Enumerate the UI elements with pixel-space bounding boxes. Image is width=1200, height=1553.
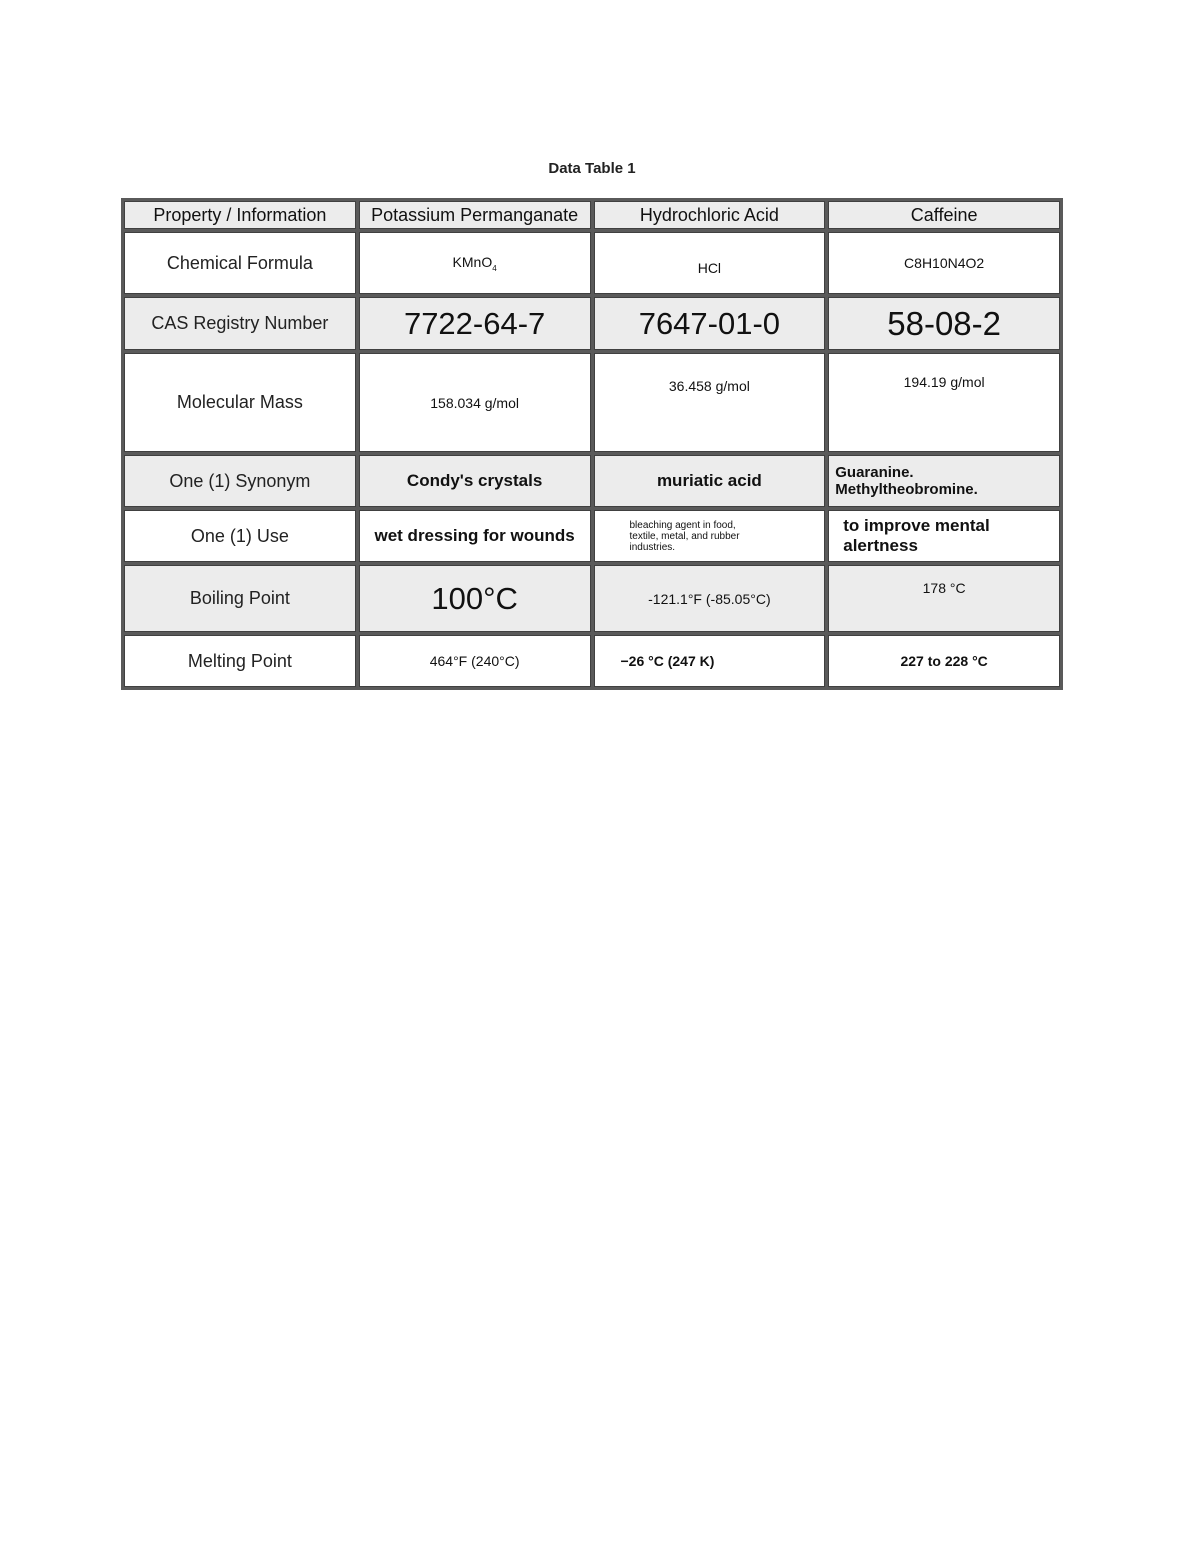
cell-kmno4-boiling: 100°C bbox=[359, 565, 591, 632]
cell-caffeine-cas: 58-08-2 bbox=[828, 297, 1060, 350]
row-use bbox=[124, 510, 1060, 562]
cell-caffeine-formula: C8H10N4O2 bbox=[828, 232, 1060, 294]
cell-caffeine-boiling: 178 °C bbox=[828, 565, 1060, 632]
header-row bbox=[124, 201, 1060, 229]
row-chemical-formula bbox=[124, 232, 1060, 294]
row-synonym bbox=[124, 455, 1060, 507]
row-molecular-mass bbox=[124, 353, 1060, 452]
cell-kmno4-synonym: Condy's crystals bbox=[359, 455, 591, 507]
label-use: One (1) Use bbox=[124, 510, 356, 562]
label-molecular-mass: Molecular Mass bbox=[124, 353, 356, 452]
cell-hcl-mass: 36.458 g/mol bbox=[594, 353, 826, 452]
cell-hcl-synonym: muriatic acid bbox=[594, 455, 826, 507]
cell-kmno4-cas: 7722-64-7 bbox=[359, 297, 591, 350]
header-potassium-permanganate: Potassium Permanganate bbox=[359, 201, 591, 229]
caffeine-synonym-1: Guaranine. bbox=[835, 464, 914, 481]
cell-caffeine-use: to improve mental alertness bbox=[828, 510, 1060, 562]
row-melting-point bbox=[124, 635, 1060, 687]
caffeine-synonym-2: Methyltheobromine. bbox=[835, 481, 978, 498]
row-cas-number bbox=[124, 297, 1060, 350]
cell-kmno4-formula: KMnO$_4$ bbox=[359, 232, 591, 294]
cell-hcl-cas: 7647-01-0 bbox=[594, 297, 826, 350]
label-melting-point: Melting Point bbox=[124, 635, 356, 687]
row-boiling-point bbox=[124, 565, 1060, 632]
cell-hcl-boiling: -121.1°F (-85.05°C) bbox=[594, 565, 826, 632]
cell-kmno4-mass: 158.034 g/mol bbox=[359, 353, 591, 452]
header-hydrochloric-acid: Hydrochloric Acid bbox=[594, 201, 826, 229]
cell-kmno4-melting: 464°F (240°C) bbox=[359, 635, 591, 687]
label-boiling-point: Boiling Point bbox=[124, 565, 356, 632]
label-chemical-formula: Chemical Formula bbox=[124, 232, 356, 294]
header-caffeine: Caffeine bbox=[828, 201, 1060, 229]
cell-caffeine-synonym bbox=[828, 455, 1060, 507]
table-title: Data Table 1 bbox=[548, 160, 636, 177]
cell-hcl-melting: −26 °C (247 K) bbox=[594, 635, 826, 687]
cell-kmno4-use: wet dressing for wounds bbox=[359, 510, 591, 562]
data-table bbox=[121, 198, 1063, 690]
label-synonym: One (1) Synonym bbox=[124, 455, 356, 507]
cell-caffeine-melting: 227 to 228 °C bbox=[828, 635, 1060, 687]
header-property: Property / Information bbox=[124, 201, 356, 229]
cell-hcl-formula: HCl bbox=[594, 232, 826, 294]
label-cas-number: CAS Registry Number bbox=[124, 297, 356, 350]
cell-caffeine-mass: 194.19 g/mol bbox=[828, 353, 1060, 452]
cell-hcl-use: bleaching agent in food, textile, metal, and rubber industries. bbox=[594, 510, 826, 562]
